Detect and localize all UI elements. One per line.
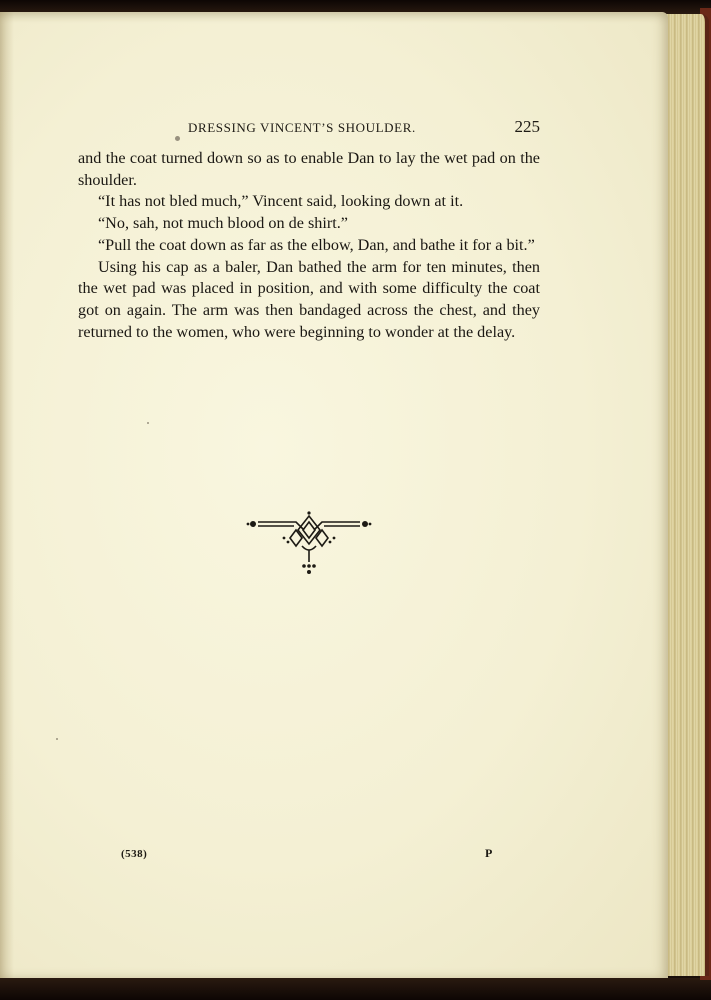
running-head [78, 117, 540, 139]
paper-speck [147, 422, 149, 424]
body-text [78, 148, 540, 343]
page-number: 225 [514, 117, 540, 136]
signature-mark: (538) [121, 848, 148, 860]
paper-speck [56, 738, 58, 740]
gutter-shadow [0, 12, 14, 978]
running-title: DRESSING VINCENT’S SHOULDER. [188, 120, 416, 135]
paragraph: “Pull the coat down as far as the elbow, Dan, and bathe it for a bit.” [98, 235, 535, 254]
paragraph: and the coat turned down so as to enable Dan to lay the wet pad on the shoulder. [78, 149, 540, 189]
ornament-vignette [244, 510, 374, 580]
scan-bottom-edge [0, 978, 711, 1000]
paragraph: “No, sah, not much blood on de shirt.” [98, 214, 348, 233]
gathering-mark: P [485, 846, 493, 860]
paragraph: “It has not bled much,” Vincent said, looking down at it. [98, 192, 464, 211]
paragraph: Using his cap as a baler, Dan bathed the arm for ten minutes, then the wet pad was placed in position, and with some difficulty the coat got on again. The arm was then bandaged across the chest, and they returned to the women, who were beginning to wonder at the delay. [78, 257, 540, 341]
